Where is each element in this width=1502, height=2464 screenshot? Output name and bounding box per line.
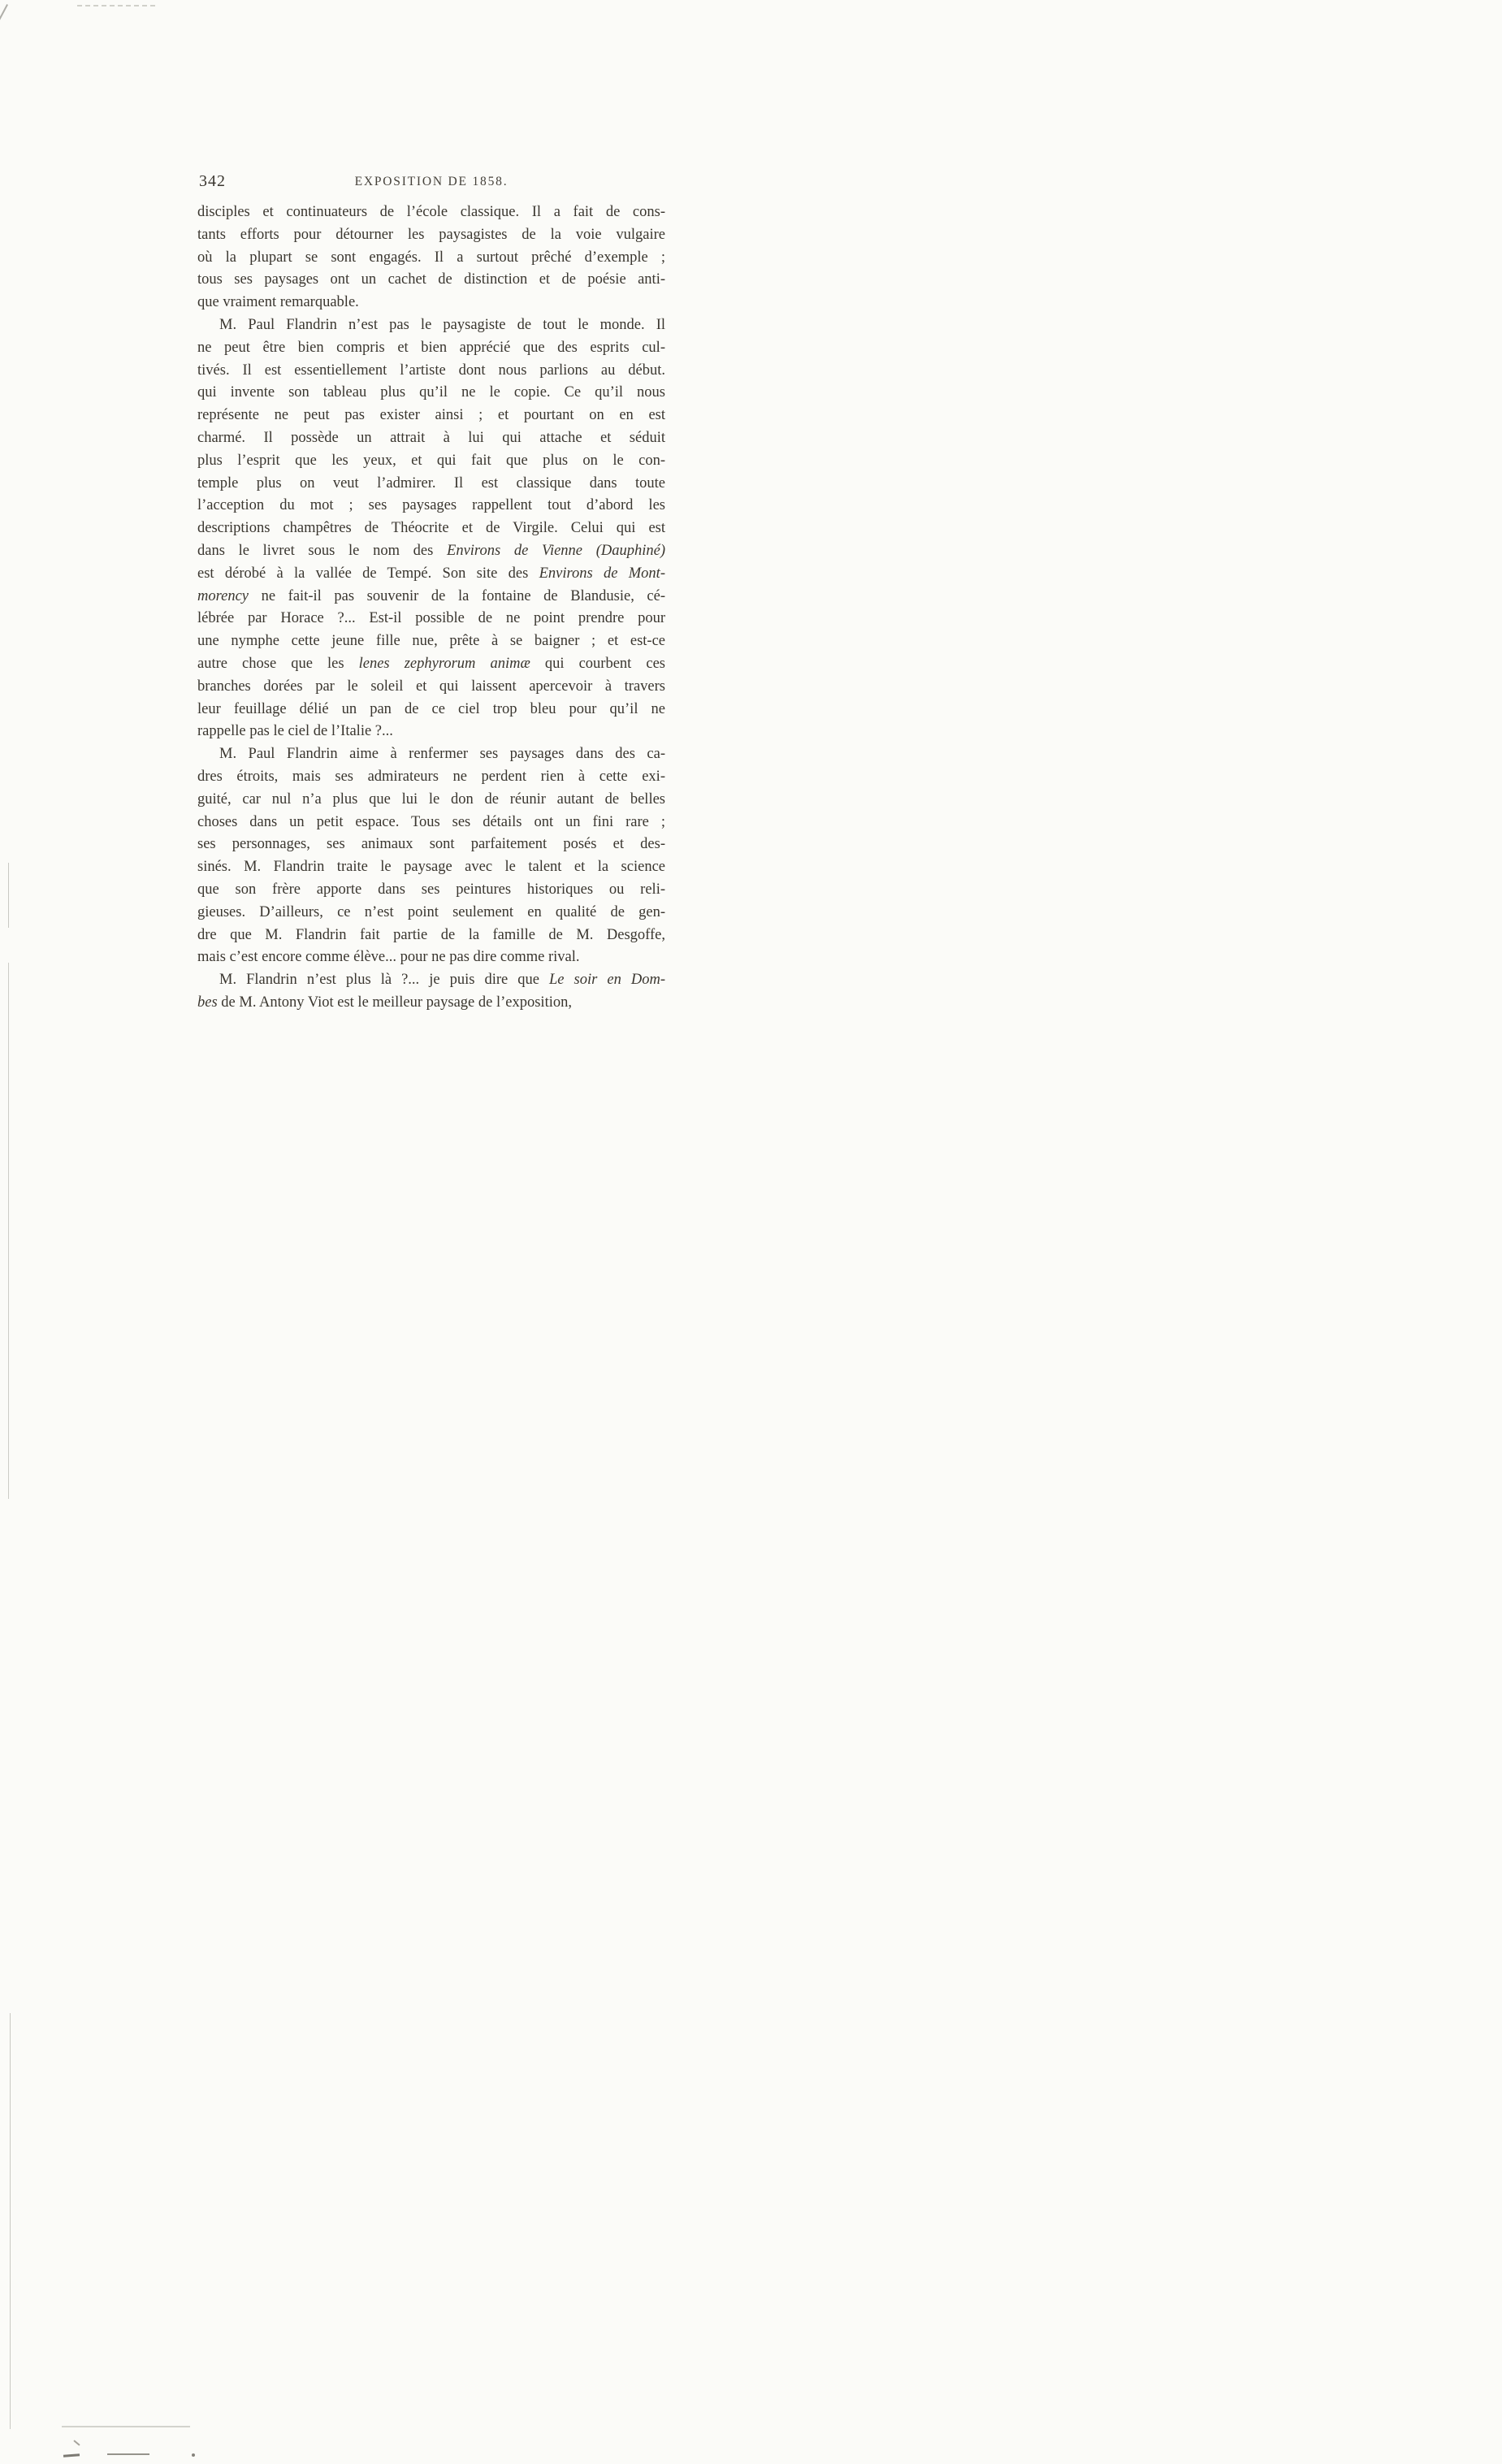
- scan-artifact-bottom-tick: [73, 2440, 80, 2445]
- text-run: dans le livret sous le nom des: [197, 542, 448, 559]
- text-line: [197, 789, 665, 812]
- text-line: [197, 653, 665, 676]
- text-block: [197, 201, 665, 1015]
- text-run: tous ses paysages ont un cachet de distinction et de poésie anti-: [197, 271, 665, 288]
- text-line: [197, 608, 665, 630]
- text-run: mais c’est encore comme élève... pour ne pas dire comme rival.: [197, 949, 580, 966]
- italic-text-run: Environs de Vienne (Dauphiné): [447, 542, 665, 559]
- scan-artifact-corner-mark: [0, 4, 8, 24]
- text-run: qui invente son tableau plus qu’il ne le copie. Ce qu’il nous: [197, 384, 665, 401]
- text-run: une nymphe cette jeune fille nue, prête à se baigner ; et est-ce: [197, 633, 665, 650]
- scan-artifact-left-line-2: [8, 963, 9, 1499]
- text-run: ne peut être bien compris et bien apprécié que des esprits cul-: [197, 339, 665, 356]
- text-line: [197, 382, 665, 405]
- text-line: [197, 879, 665, 902]
- text-line: [197, 427, 665, 450]
- scan-artifact-left-line-1: [8, 863, 9, 928]
- text-run: ne fait-il pas souvenir de la fontaine de Blandusie, cé-: [249, 587, 665, 604]
- scan-artifact-top-dashes: [77, 5, 155, 6]
- text-line: [197, 992, 665, 1015]
- text-run: que vraiment remarquable.: [197, 294, 359, 311]
- text-line: [197, 495, 665, 517]
- paragraph: [197, 969, 665, 1015]
- text-line: [197, 201, 665, 224]
- text-run: dres étroits, mais ses admirateurs ne perdent rien à cette exi-: [197, 768, 665, 785]
- scan-artifact-bottom-mark-1: [63, 2453, 80, 2457]
- text-run: branches dorées par le soleil et qui laissent apercevoir à travers: [197, 678, 665, 695]
- text-line: [197, 630, 665, 653]
- page-number: 342: [199, 172, 226, 190]
- text-line: [197, 743, 665, 766]
- paragraph: [197, 201, 665, 314]
- text-line: [197, 766, 665, 789]
- text-line: [197, 360, 665, 383]
- text-run: choses dans un petit espace. Tous ses détails ont un fini rare ;: [197, 813, 665, 830]
- text-line: [197, 473, 665, 496]
- paragraph: [197, 314, 665, 743]
- text-run: tants efforts pour détourner les paysagistes de la voie vulgaire: [197, 226, 665, 243]
- text-run: où la plupart se sont engagés. Il a surtout prêché d’exemple ;: [197, 249, 665, 266]
- scan-artifact-bottom-line: [62, 2426, 190, 2427]
- text-run: leur feuillage délié un pan de ce ciel trop bleu pour qu’il ne: [197, 700, 665, 717]
- text-run: gieuses. D’ailleurs, ce n’est point seulement en qualité de gen-: [197, 903, 665, 920]
- text-line: [197, 969, 665, 992]
- text-run: représente ne peut pas exister ainsi ; et pourtant on en est: [197, 407, 665, 424]
- text-line: [197, 269, 665, 292]
- text-line: [197, 450, 665, 473]
- text-run: rappelle pas le ciel de l’Italie ?...: [197, 723, 393, 740]
- text-line: [197, 812, 665, 834]
- text-run: est dérobé à la vallée de Tempé. Son site des: [197, 565, 539, 582]
- scan-artifact-left-line-3: [10, 2013, 11, 2429]
- text-run: tivés. Il est essentiellement l’artiste dont nous parlions au début.: [197, 362, 665, 379]
- text-line: [197, 856, 665, 879]
- italic-text-run: lenes zephyrorum animæ: [358, 655, 530, 672]
- text-run: lébrée par Horace ?... Est-il possible de ne point prendre pour: [197, 610, 665, 627]
- paragraph: [197, 743, 665, 969]
- page-header: [197, 171, 665, 195]
- text-run: de M. Antony Viot est le meilleur paysage de l’exposition,: [217, 994, 572, 1011]
- text-line: [197, 540, 665, 563]
- text-run: M. Flandrin n’est plus là ?... je puis dire que: [219, 972, 550, 989]
- text-run: charmé. Il possède un attrait à lui qui attache et séduit: [197, 429, 665, 446]
- text-line: [197, 405, 665, 427]
- text-run: que son frère apporte dans ses peintures historiques ou reli-: [197, 881, 665, 898]
- text-line: [197, 699, 665, 721]
- text-line: [197, 586, 665, 608]
- text-line: [197, 676, 665, 699]
- running-title: EXPOSITION DE 1858.: [354, 175, 509, 188]
- text-line: [197, 902, 665, 925]
- page-content: [197, 171, 665, 1015]
- text-run: M. Paul Flandrin n’est pas le paysagiste de tout le monde. Il: [219, 316, 665, 333]
- text-line: [197, 946, 665, 969]
- text-line: [197, 224, 665, 247]
- italic-text-run: morency: [197, 587, 249, 604]
- text-line: [197, 314, 665, 337]
- text-run: disciples et continuateurs de l’école classique. Il a fait de cons-: [197, 204, 665, 220]
- text-line: [197, 517, 665, 540]
- italic-text-run: Environs de Mont-: [539, 565, 665, 582]
- text-line: [197, 721, 665, 743]
- text-run: temple plus on veut l’admirer. Il est classique dans toute: [197, 474, 665, 492]
- text-line: [197, 563, 665, 586]
- italic-text-run: bes: [197, 994, 218, 1011]
- text-run: qui courbent ces: [530, 655, 665, 672]
- text-line: [197, 834, 665, 856]
- text-run: ses personnages, ses animaux sont parfaitement posés et des-: [197, 836, 665, 853]
- italic-text-run: Le soir en Dom-: [549, 972, 665, 989]
- text-run: l’acception du mot ; ses paysages rappellent tout d’abord les: [197, 497, 665, 514]
- scan-artifact-bottom-mark-2: [107, 2453, 149, 2455]
- text-run: descriptions champêtres de Théocrite et de Virgile. Celui qui est: [197, 520, 665, 537]
- text-line: [197, 337, 665, 360]
- text-line: [197, 925, 665, 947]
- text-run: guité, car nul n’a plus que lui le don de réunir autant de belles: [197, 790, 665, 808]
- text-run: dre que M. Flandrin fait partie de la famille de M. Desgoffe,: [197, 926, 665, 943]
- scan-artifact-bottom-dot: [192, 2453, 195, 2457]
- text-run: sinés. M. Flandrin traite le paysage avec le talent et la science: [197, 859, 665, 876]
- text-line: [197, 247, 665, 270]
- text-line: [197, 292, 665, 314]
- text-run: plus l’esprit que les yeux, et qui fait que plus on le con-: [197, 452, 665, 469]
- text-run: autre chose que les: [197, 655, 359, 672]
- text-run: M. Paul Flandrin aime à renfermer ses paysages dans des ca-: [219, 746, 665, 763]
